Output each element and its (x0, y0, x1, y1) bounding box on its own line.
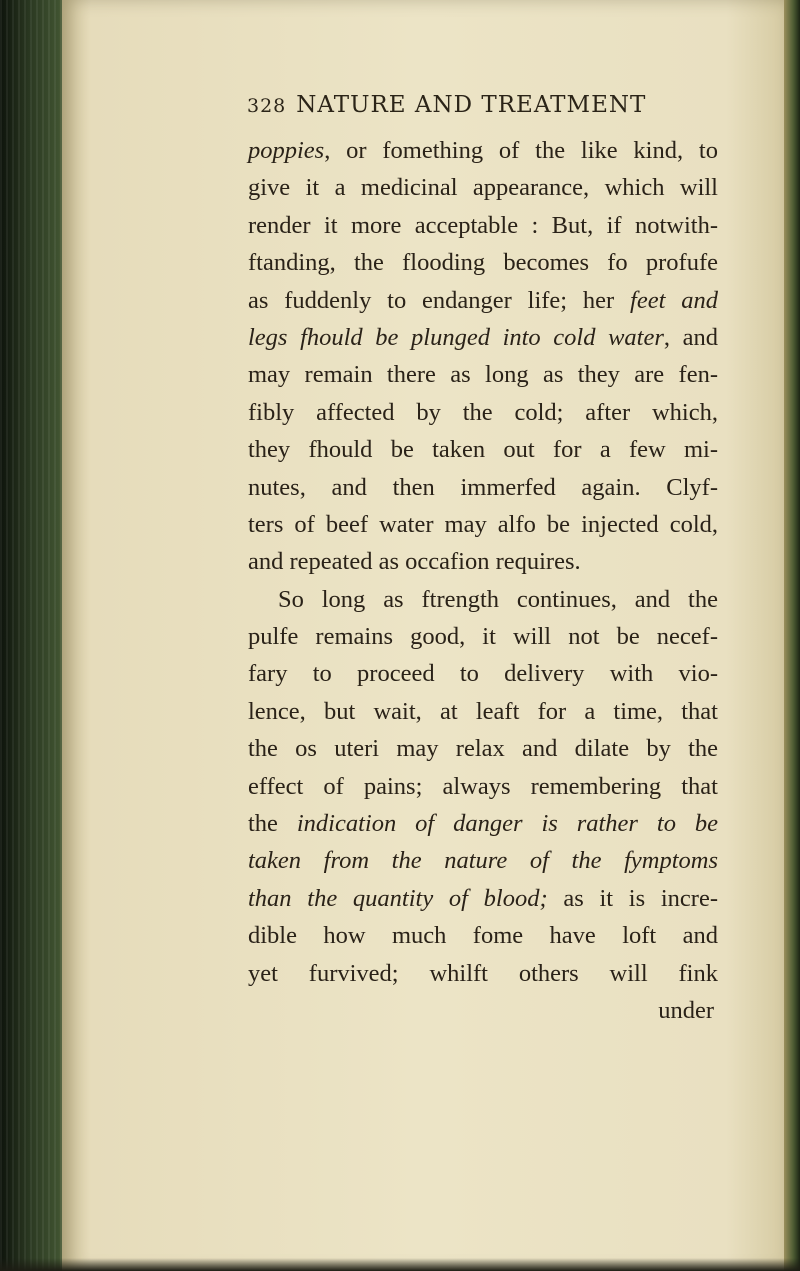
italic-text: legs fhould be plunged into cold water (248, 323, 664, 351)
italic-text: than the quantity of blood; (248, 884, 548, 912)
text-segment: nutes, and then immerfed again. Clyf- (248, 473, 718, 501)
text-line (248, 132, 718, 169)
text-line (248, 207, 718, 244)
text-line (248, 955, 718, 992)
italic-text: taken from the nature of the fymptoms (248, 847, 718, 875)
text-line (248, 319, 718, 356)
text-line (248, 842, 718, 879)
text-line (248, 169, 718, 206)
text-segment: may remain there as long as they are fen- (248, 361, 718, 389)
running-title: NATURE AND TREATMENT (296, 92, 647, 118)
text-segment: they fhould be taken out for a few mi- (248, 436, 718, 464)
text-segment: fibly affected by the cold; after which, (248, 398, 718, 426)
text-line (248, 917, 718, 954)
catchword: under (658, 996, 714, 1024)
text-segment: lence, but wait, at leaft for a time, that (248, 697, 718, 725)
text-line (248, 282, 718, 319)
italic-text: feet and (630, 286, 718, 314)
text-segment: the os uteri may relax and dilate by the (248, 735, 718, 763)
text-line (248, 880, 718, 917)
text-segment: So long as ftrength continues, and the (278, 585, 718, 613)
body-text (248, 132, 718, 1029)
text-segment: as it is incre- (547, 884, 718, 912)
text-segment: ftanding, the flooding becomes fo profufe (248, 249, 718, 277)
text-segment: as fuddenly to endanger life; her (248, 286, 631, 314)
text-segment: , or fomething of the like kind, to (324, 137, 718, 164)
text-line (248, 768, 718, 805)
text-line (248, 244, 718, 281)
page-bottom-shadow (0, 1258, 800, 1271)
text-segment: render it more acceptable : But, if notwith- (248, 211, 718, 239)
text-segment: the (248, 810, 297, 838)
italic-text: poppies (248, 137, 325, 164)
text-line (248, 543, 718, 580)
text-line (248, 356, 718, 393)
text-line (248, 693, 718, 730)
text-line (248, 730, 718, 767)
text-line (248, 581, 718, 618)
text-segment: give it a medicinal appearance, which will (248, 174, 718, 202)
text-segment: yet furvived; whilft others will fink (248, 959, 718, 987)
text-segment: , and (663, 323, 718, 351)
text-segment: ters of beef water may alfo be injected cold, (248, 510, 718, 538)
page-fore-edge (784, 0, 800, 1271)
text-line (248, 394, 718, 431)
text-segment: dible how much fome have loft and (248, 922, 718, 950)
text-segment: pulfe remains good, it will not be necef- (248, 623, 718, 651)
text-line (248, 805, 718, 842)
italic-text: indication of danger is rather to be (296, 810, 718, 838)
text-line (248, 469, 718, 506)
text-line (248, 506, 718, 543)
running-header (247, 92, 707, 132)
page-number: 328 (247, 95, 287, 117)
text-segment: effect of pains; always remembering that (248, 772, 718, 800)
text-line (248, 431, 718, 468)
text-segment: and repeated as occafion requires. (248, 548, 581, 576)
text-line (248, 655, 718, 692)
text-segment: fary to proceed to delivery with vio- (248, 660, 718, 688)
text-line (248, 618, 718, 655)
